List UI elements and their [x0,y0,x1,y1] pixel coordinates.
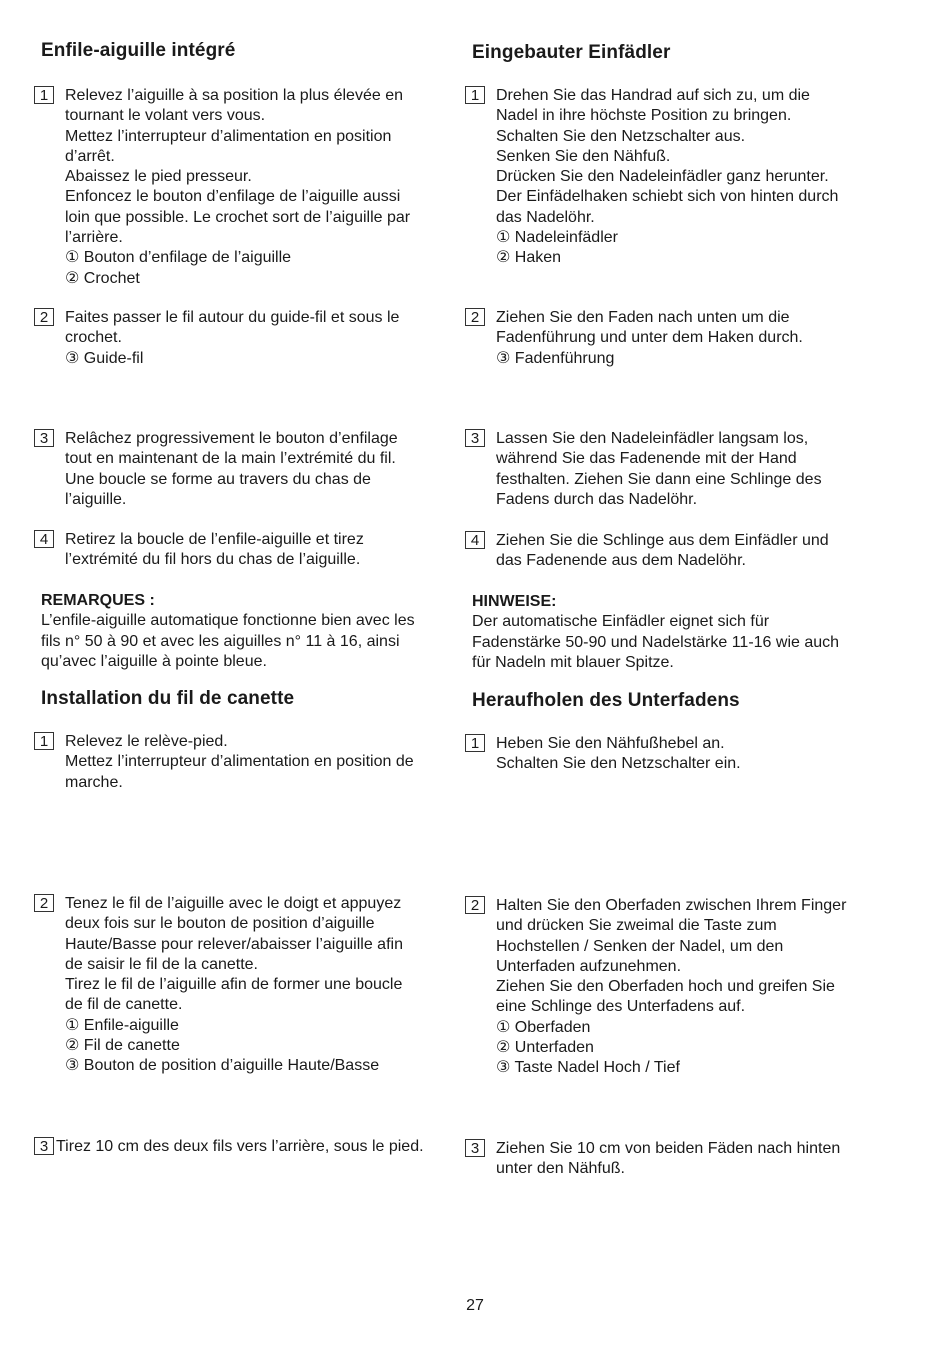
step-1-bobbin-fr [34,732,454,793]
step-4-threader-fr [34,530,454,571]
step-number: 2 [34,308,54,326]
step-number: 3 [34,1137,54,1155]
step-3-threader-de [465,429,885,510]
step-2-bobbin-fr [34,894,454,1077]
step-3-bobbin-de [465,1139,885,1180]
step-text: Ziehen Sie die Schlinge aus dem Einfädler und das Fadenende aus dem Nadelöhr. [496,532,829,570]
step-text: Heben Sie den Nähfußhebel an. Schalten Sie den Netzschalter ein. [496,735,741,773]
notes-de [472,592,882,673]
step-text: Drehen Sie das Handrad auf sich zu, um die Nadel in ihre höchste Position zu bringen. Schalten Sie den Netzschalter aus. Senken Sie den Nähfuß. Drücken Sie den Nadeleinfädler ganz herunter. Der Einfädelhaken schiebt sich von hinten durch das Nadelöhr. ① Nadeleinfädler ② Haken [496,87,839,267]
step-number: 1 [465,734,485,752]
step-text: Tenez le fil de l’aiguille avec le doigt et appuyez deux fois sur le bouton de position d’aiguille Haute/Basse pour relever/abaisser l’aiguille afin de saisir le fil de la canette. Tirez le fil de l’aiguille afin de former une boucle de fil de canette. ① Enfile-aiguille ② Fil de canette ③ Bouton de position d’aiguille Haute/Basse [65,895,403,1075]
step-number: 2 [34,894,54,912]
section-title-bobbin-de: Heraufholen des Unterfadens [472,690,740,711]
section-title-bobbin-fr: Installation du fil de canette [41,688,295,709]
step-text: Tirez 10 cm des deux fils vers l’arrière, sous le pied. [56,1138,424,1155]
notes-body: Der automatische Einfädler eignet sich für Fadenstärke 50-90 und Nadelstärke 11-16 wie auch für Nadeln mit blauer Spitze. [472,613,840,671]
step-3-threader-fr [34,429,454,510]
step-4-threader-de [465,531,885,572]
step-text: Lassen Sie den Nadeleinfädler langsam los, während Sie das Fadenende mit der Hand festhalten. Ziehen Sie dann eine Schlinge des Fadens durch das Nadelöhr. [496,430,822,508]
step-text: Ziehen Sie den Faden nach unten um die Fadenführung und unter dem Haken durch. ③ Fadenführung [496,309,803,367]
section-title-threader-de: Eingebauter Einfädler [472,42,671,63]
step-number: 3 [465,429,485,447]
step-2-threader-fr [34,308,454,369]
step-number: 1 [34,86,54,104]
step-number: 2 [465,308,485,326]
step-number: 4 [34,530,54,548]
step-number: 2 [465,896,485,914]
notes-title: REMARQUES : [41,592,155,609]
step-number: 3 [34,429,54,447]
step-number: 3 [465,1139,485,1157]
step-number: 4 [465,531,485,549]
notes-body: L’enfile-aiguille automatique fonctionne bien avec les fils n° 50 à 90 et avec les aiguilles n° 11 à 16, ainsi qu’avec l’aiguille à pointe bleue. [41,612,415,670]
step-text: Halten Sie den Oberfaden zwischen Ihrem Finger und drücken Sie zweimal die Taste zum Hochstellen / Senken der Nadel, um den Unterfaden aufzunehmen. Ziehen Sie den Oberfaden hoch und greifen Sie eine Schlinge des Unterfadens auf. ① Oberfaden ② Unterfaden ③ Taste Nadel Hoch / Tief [496,897,847,1077]
step-text: Faites passer le fil autour du guide-fil et sous le crochet. ③ Guide-fil [65,309,400,367]
step-1-threader-fr [34,86,454,289]
step-number: 1 [465,86,485,104]
step-2-threader-de [465,308,885,369]
step-number: 1 [34,732,54,750]
section-title-threader-fr: Enfile-aiguille intégré [41,40,236,61]
step-1-threader-de [465,86,885,269]
step-1-bobbin-de [465,734,885,775]
step-text: Relevez l’aiguille à sa position la plus élevée en tournant le volant vers vous. Mettez l’interrupteur d’alimentation en position d’arrêt. Abaissez le pied presseur. Enfoncez le bouton d’enfilage de l’aiguille aussi loin que possible. Le crochet sort de l’aiguille par l’arrière. ① Bouton d’enfilage de l’aiguille ② Crochet [65,87,411,287]
step-text: Relevez le relève-pied. Mettez l’interrupteur d’alimentation en position de marche. [65,733,414,791]
notes-title: HINWEISE: [472,593,557,610]
step-text: Retirez la boucle de l’enfile-aiguille et tirez l’extrémité du fil hors du chas de l’aiguille. [65,531,364,569]
step-2-bobbin-de [465,896,885,1079]
page-number: 27 [466,1297,484,1314]
step-text: Ziehen Sie 10 cm von beiden Fäden nach hinten unter den Nähfuß. [496,1140,841,1178]
step-text: Relâchez progressivement le bouton d’enfilage tout en maintenant de la main l’extrémité du fil. Une boucle se forme au travers du chas de l’aiguille. [65,430,398,508]
notes-fr [41,591,451,672]
step-3-bobbin-fr [34,1137,454,1157]
